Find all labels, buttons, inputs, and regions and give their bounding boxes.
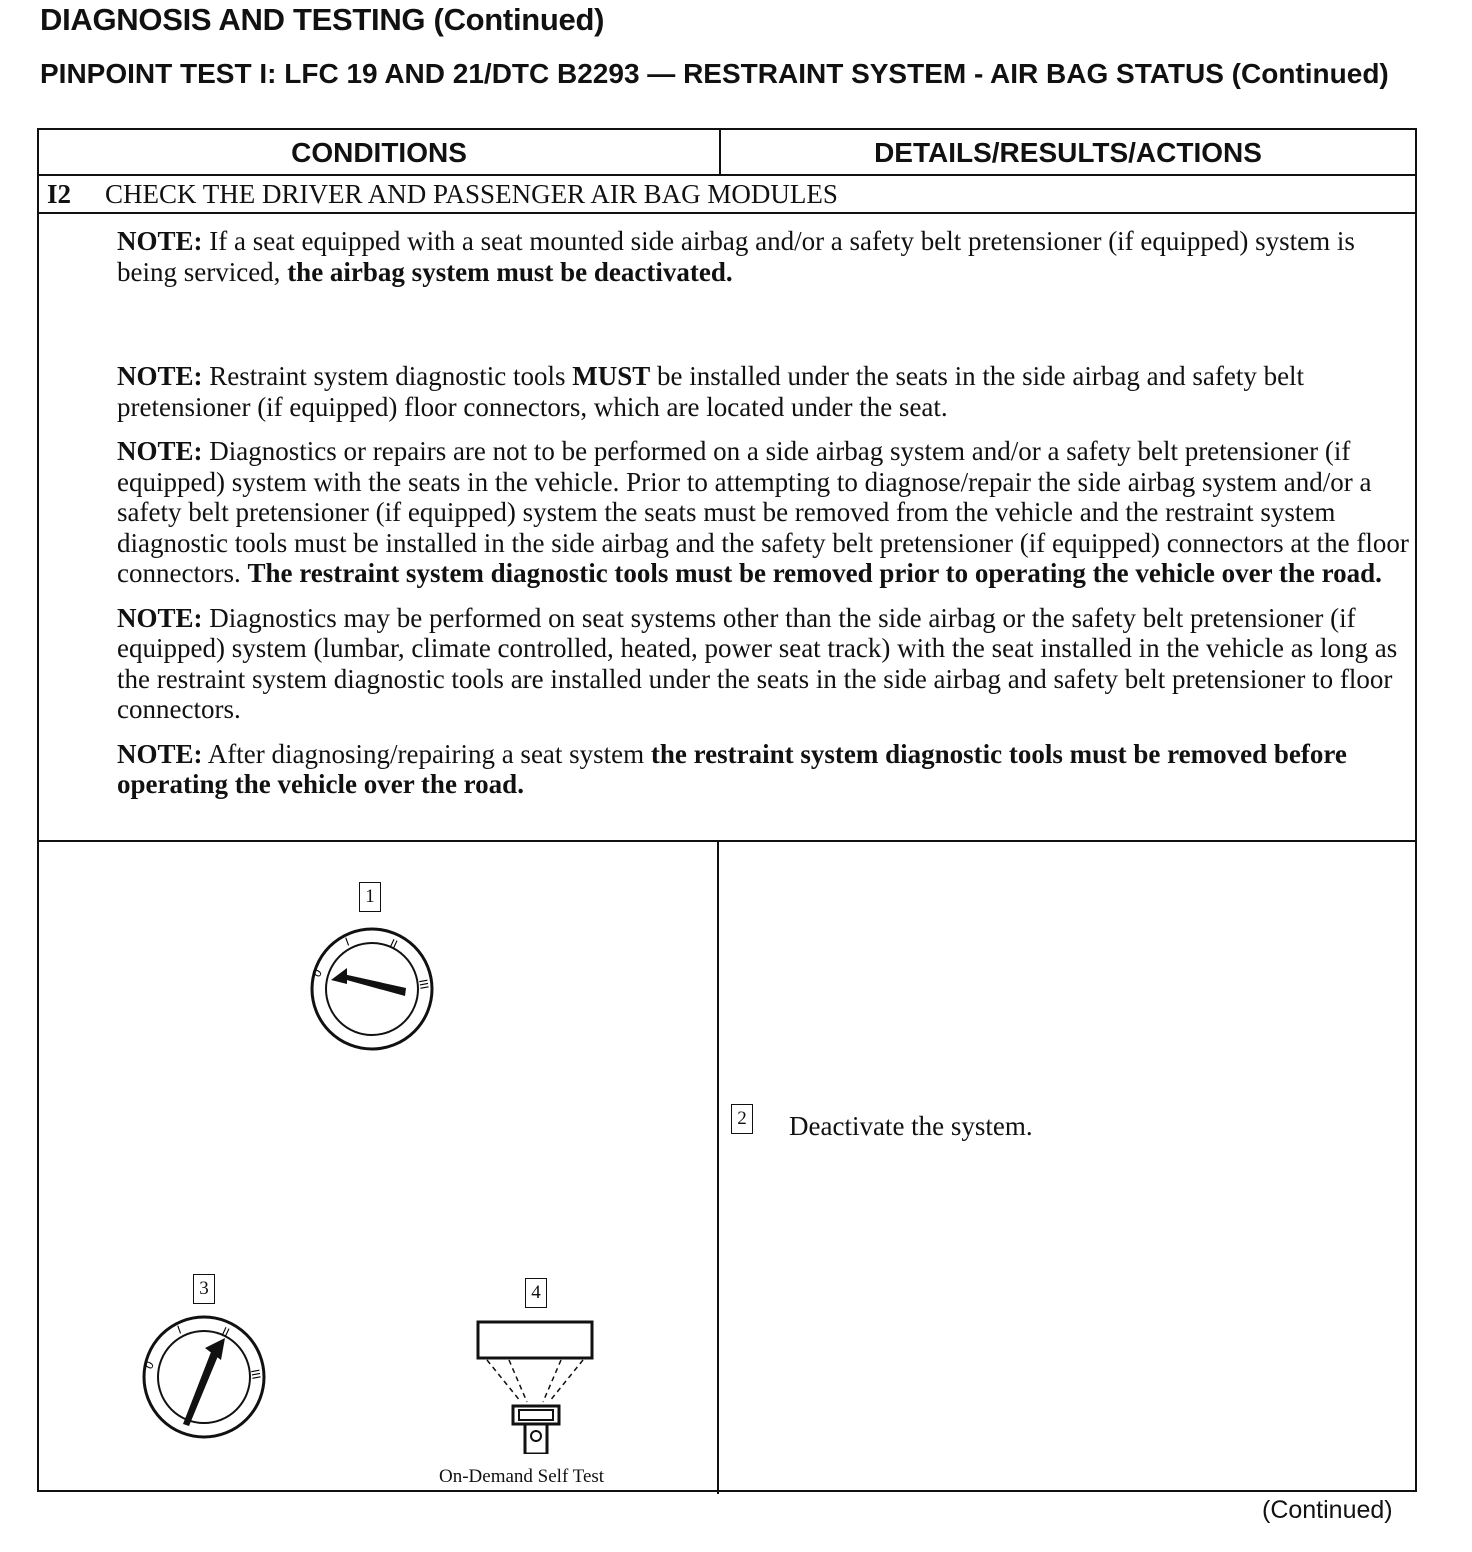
note-label: NOTE: bbox=[117, 361, 203, 391]
note-text: If a seat equipped with a seat mounted side airbag and/or a safety belt pretensioner (if equipped) system is being serviced, bbox=[117, 226, 1355, 287]
note-emphasis: the restraint system diagnostic tools must be removed before operating the vehicle over the road. bbox=[117, 738, 1347, 799]
key-position-3: III bbox=[416, 978, 432, 991]
figure-caption: On-Demand Self Test bbox=[439, 1466, 605, 1487]
pinpoint-test-table bbox=[37, 128, 1417, 1492]
key-position-0: 0 bbox=[309, 966, 325, 980]
table-header-row bbox=[39, 130, 1415, 176]
section-title: DIAGNOSIS AND TESTING (Continued) bbox=[40, 2, 605, 37]
note-emphasis: MUST bbox=[572, 361, 651, 391]
notes-block bbox=[117, 226, 1415, 800]
note-text: Diagnostics or repairs are not to be performed on a side airbag system and/or a safety belt pretensioner (if equipped) system with the seats in the vehicle. Prior to attempting to diagnose/repair the side airbag system and/or a safety belt pretensioner (if equipped) system the seats must be removed from the vehicle and the restraint system diagnostic tools must be installed in the side airbag and the safety belt pretensioner (if equipped) connectors at the floor connectors. bbox=[117, 436, 1409, 588]
key-position-1: I bbox=[343, 934, 352, 949]
key-position-3: III bbox=[248, 1368, 264, 1381]
note-5 bbox=[117, 739, 1415, 800]
step-number: I2 bbox=[47, 179, 72, 209]
callout-1: 1 bbox=[359, 882, 381, 912]
note-emphasis: The restraint system diagnostic tools must be removed prior to operating the vehicle over the road. bbox=[247, 558, 1382, 588]
action-deactivate-system: Deactivate the system. bbox=[789, 1111, 1033, 1141]
note-text: be installed under the seats in the side airbag and safety belt pretensioner (if equipped) floor connectors, which are located under the seat. bbox=[117, 361, 1305, 422]
note-label: NOTE: bbox=[117, 602, 203, 633]
step-row bbox=[39, 174, 1415, 214]
conditions-column-header: CONDITIONS bbox=[39, 130, 721, 174]
key-position-2: II bbox=[387, 936, 400, 952]
note-emphasis: the airbag system must be deactivated. bbox=[287, 256, 733, 287]
note-text: Restraint system diagnostic tools bbox=[209, 361, 566, 391]
note-label: NOTE: bbox=[117, 436, 203, 466]
note-text: After diagnosing/repairing a seat system bbox=[207, 738, 645, 769]
note-text: Diagnostics may be performed on seat systems other than the side airbag or the safety belt pretensioner (if equipped) system (lumbar, climate controlled, heated, power seat track) with the seat installed in the vehicle as long as the restraint system diagnostic tools are installed under the seats in the side airbag and safety belt pretensioner to floor connectors. bbox=[117, 602, 1398, 724]
callout-3: 3 bbox=[193, 1274, 215, 1304]
note-label: NOTE: bbox=[117, 226, 203, 256]
note-4 bbox=[117, 603, 1415, 725]
pinpoint-test-title: PINPOINT TEST I: LFC 19 AND 21/DTC B2293 — RESTRAINT SYSTEM - AIR BAG STATUS (Continued) bbox=[40, 58, 1389, 89]
note-label: NOTE: bbox=[117, 738, 203, 769]
ignition-switch-run-icon bbox=[139, 1312, 269, 1442]
key-pointer bbox=[183, 1352, 218, 1426]
figure-row bbox=[39, 840, 1415, 1494]
callout-4: 4 bbox=[525, 1278, 547, 1308]
column-divider bbox=[717, 842, 719, 1494]
ignition-switch-off-icon bbox=[307, 924, 437, 1054]
note-2 bbox=[117, 361, 1415, 422]
note-1 bbox=[117, 226, 1415, 287]
callout-2: 2 bbox=[731, 1104, 753, 1134]
scan-tool-icon bbox=[475, 1318, 599, 1454]
step-title: CHECK THE DRIVER AND PASSENGER AIR BAG MODULES bbox=[105, 179, 838, 209]
note-3 bbox=[117, 436, 1415, 589]
details-column-header: DETAILS/RESULTS/ACTIONS bbox=[874, 137, 1262, 168]
key-position-1: I bbox=[175, 1322, 184, 1337]
key-position-2: II bbox=[219, 1324, 232, 1340]
key-position-0: 0 bbox=[141, 1358, 157, 1372]
continued-label: (Continued) bbox=[1262, 1496, 1393, 1524]
